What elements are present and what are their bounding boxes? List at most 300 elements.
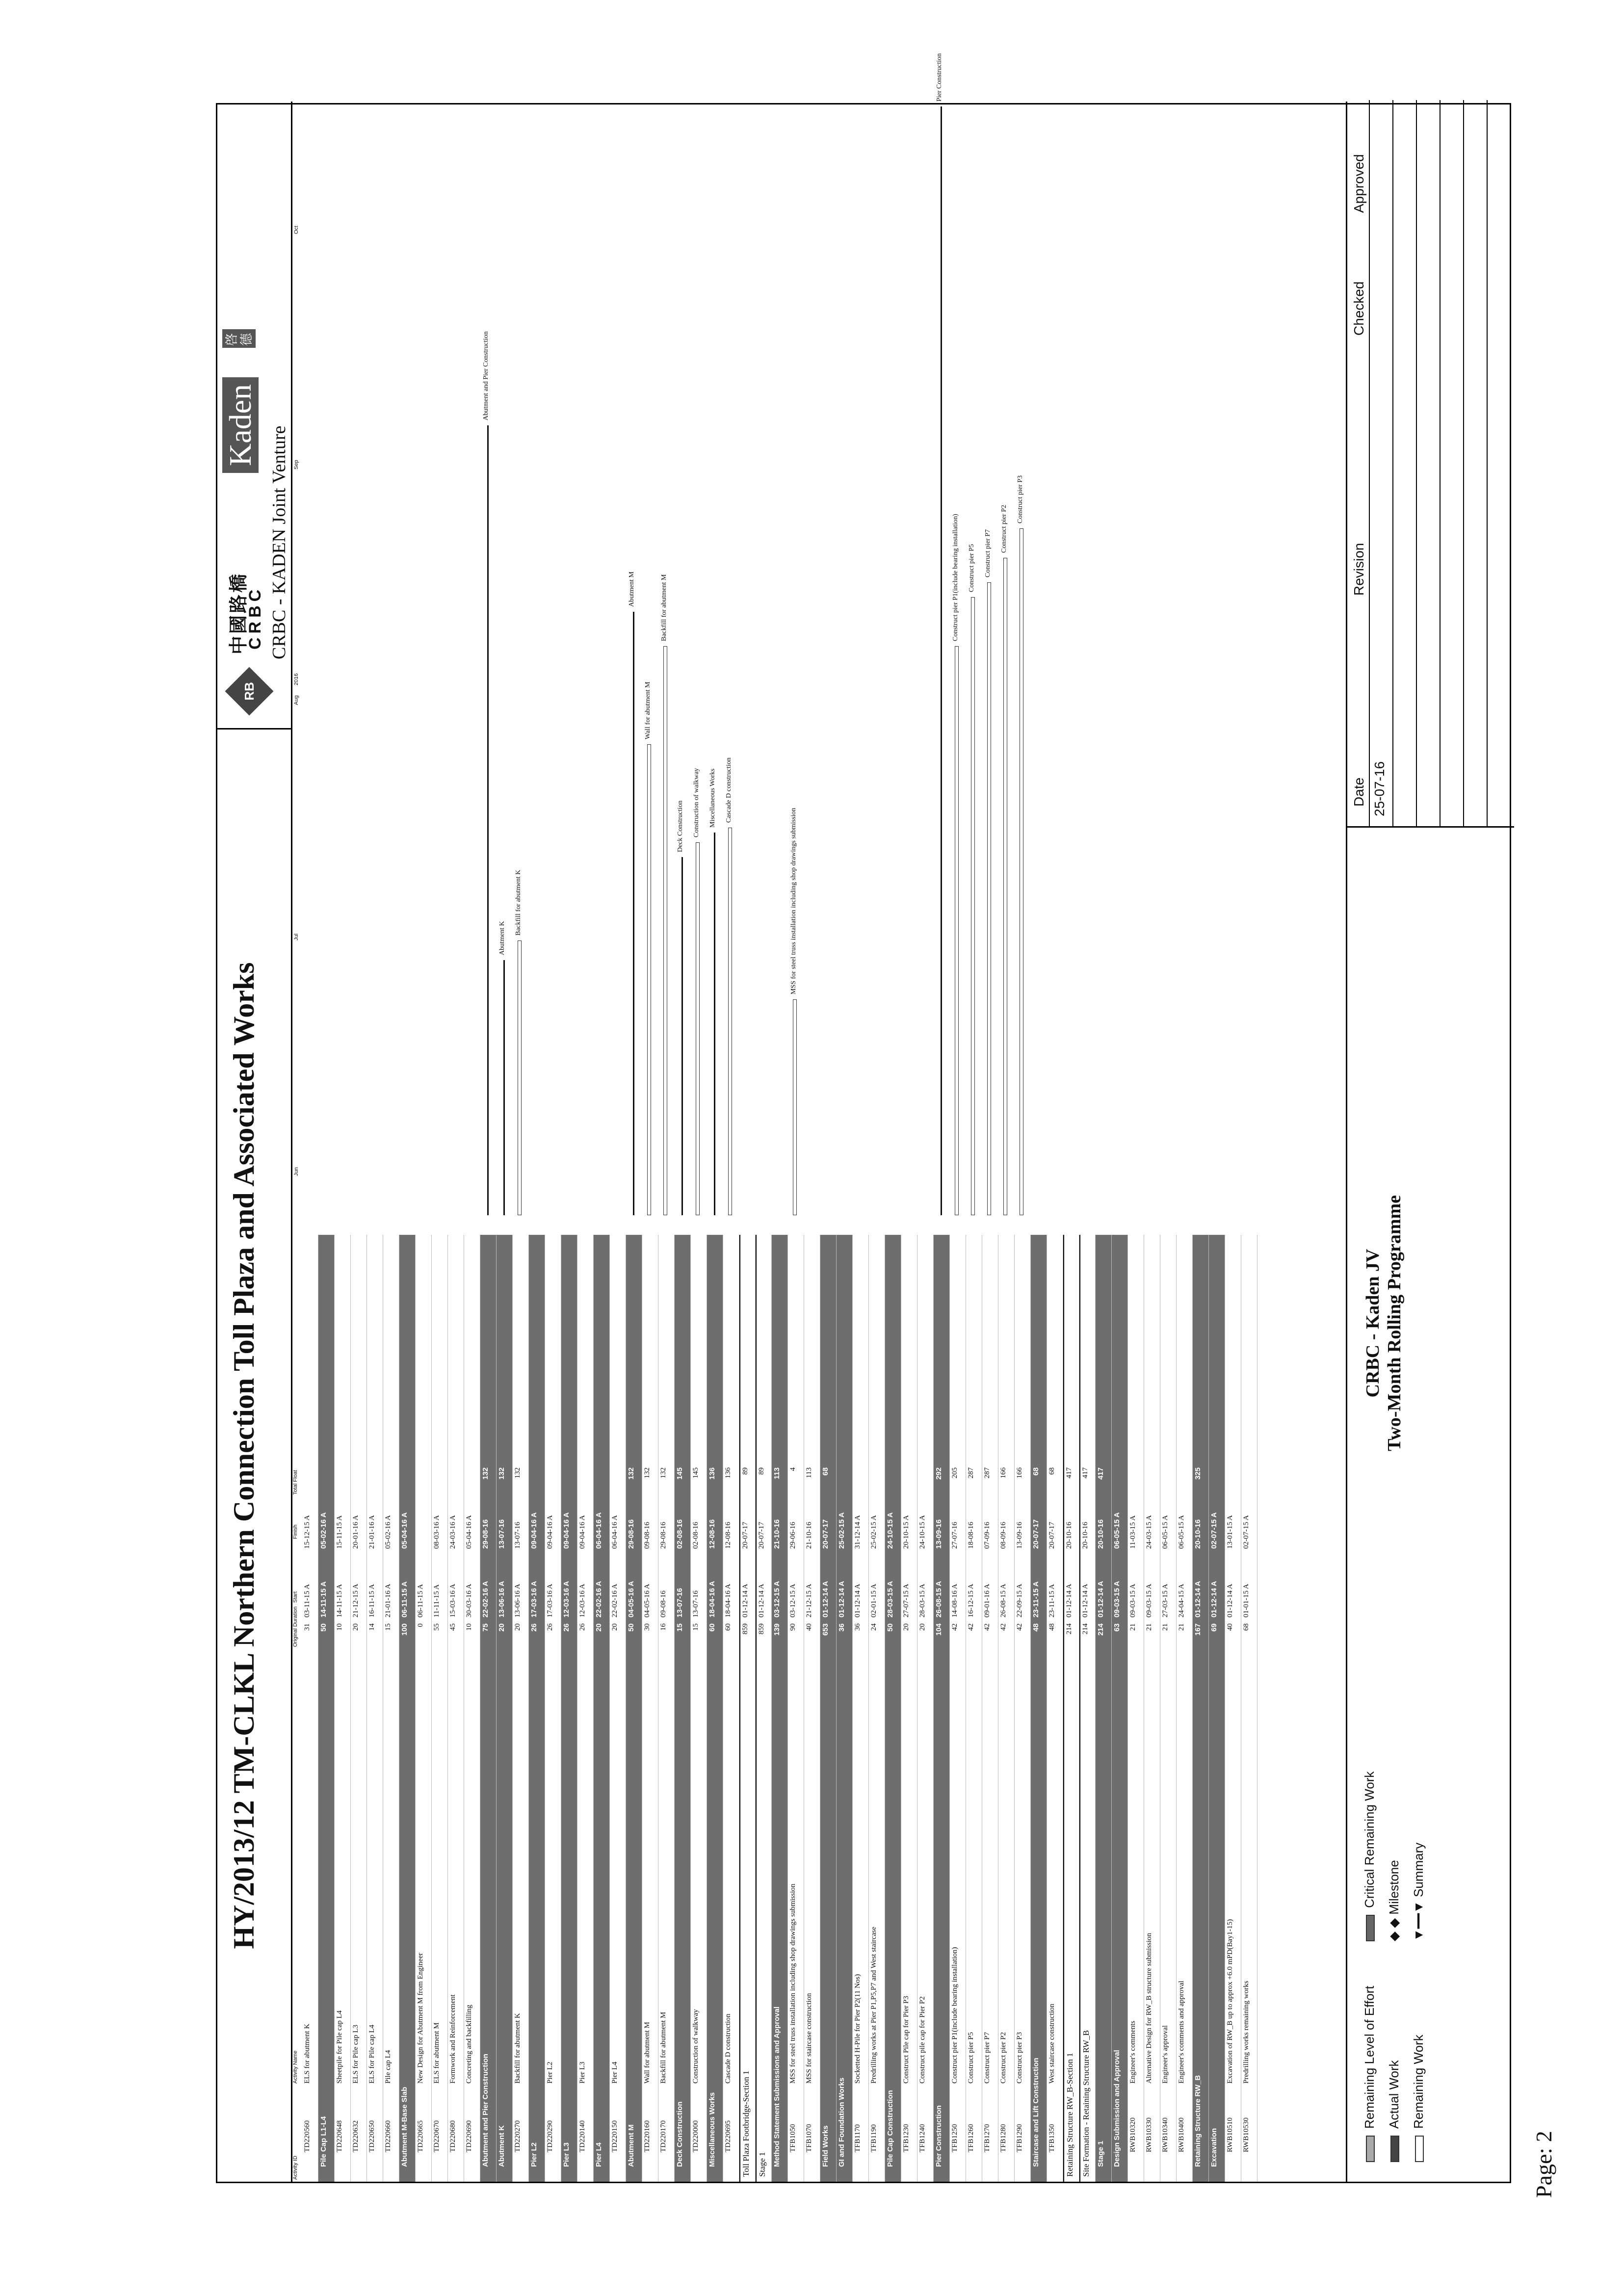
cell-tf: 417: [1065, 1467, 1073, 1479]
gantt-label: Construct pier P2: [1000, 505, 1008, 553]
activity-row: [416, 1235, 432, 2182]
cell-name: Construction of walkway: [692, 2009, 700, 2084]
cell-fn: 25-02-15 A: [870, 1515, 878, 1549]
activity-row: [966, 1235, 982, 2182]
cell-name: Retaining Structure RW_B-Section 1: [1065, 2053, 1074, 2177]
cell-id: TFB1050: [789, 2124, 797, 2152]
footer-title: [1362, 980, 1405, 1667]
col-total-float: Total Float: [292, 1470, 298, 1495]
cell-fn: 20-10-16: [1194, 1519, 1202, 1549]
cell-id: TD220670: [433, 2120, 441, 2152]
cell-fn: 09-04-16 A: [530, 1512, 538, 1549]
rev-approved-label: Approved: [1351, 154, 1366, 213]
cell-od: 16: [659, 1623, 667, 1631]
cell-tf: 89: [758, 1467, 765, 1475]
activity-row: [901, 1235, 917, 2182]
activity-row: [545, 1235, 561, 2182]
cell-od: 167: [1194, 1623, 1202, 1636]
cell-od: 60: [724, 1623, 732, 1631]
cell-od: 859: [741, 1623, 749, 1635]
cell-name: ELS for abutment M: [433, 2022, 441, 2084]
cell-id: TD220650: [368, 2120, 376, 2152]
rev-checked-label: Checked: [1351, 281, 1366, 336]
cell-od: 100: [400, 1623, 409, 1636]
cell-name: Pile Cap Construction: [886, 2090, 894, 2167]
cell-fn: 09-04-16 A: [562, 1512, 571, 1549]
cell-od: 36: [838, 1623, 846, 1632]
cell-st: 09-08-16: [659, 1591, 667, 1618]
cell-tf: 166: [999, 1467, 1007, 1479]
milestone-icon: ◆ ◆: [1387, 1914, 1401, 1941]
cell-fn: 31-12-14 A: [854, 1515, 862, 1549]
cell-od: 45: [449, 1623, 457, 1631]
cell-od: 0: [417, 1623, 424, 1627]
activity-row: [1047, 1235, 1063, 2182]
activity-bar: [971, 597, 975, 1215]
cell-fn: 20-10-16: [1097, 1519, 1105, 1549]
group-row: [1063, 1235, 1079, 2182]
cell-od: 214: [1097, 1623, 1105, 1636]
cell-od: 14: [368, 1623, 376, 1631]
cell-fn: 06-05-15 A: [1161, 1515, 1169, 1549]
cell-od: 20: [611, 1623, 619, 1631]
cell-st: 26-08-15 A: [935, 1581, 943, 1618]
cell-st: 13-06-16 A: [514, 1584, 522, 1618]
cell-st: 09-01-16 A: [983, 1584, 991, 1618]
cell-name: Wall for abutment M: [643, 2022, 651, 2084]
activity-row: [335, 1235, 351, 2182]
cell-id: RWB10330: [1145, 2117, 1153, 2152]
cell-od: 30: [643, 1623, 651, 1631]
crbc-chinese-name: 中國路橋: [229, 572, 249, 654]
programme-title: HY/2013/12 TM-CLKL Northern Connection Toll Plaza and Associated Works: [228, 962, 260, 1949]
cell-id: TD220150: [611, 2120, 619, 2152]
cell-od: 10: [336, 1623, 343, 1631]
group-row: [497, 1235, 513, 2182]
gantt-label: Miscellaneous Works: [709, 768, 716, 828]
cell-od: 42: [983, 1623, 991, 1631]
cell-name: Formwork and Reinforcement: [449, 1994, 457, 2084]
cell-tf: 68: [1032, 1467, 1040, 1476]
cell-st: 13-07-16: [676, 1588, 684, 1618]
cell-od: 214: [1065, 1623, 1073, 1635]
footer-programme: Two-Month Rolling Programme: [1384, 1195, 1405, 1452]
cell-id: TD220160: [643, 2120, 651, 2152]
cell-name: Pier L2: [546, 2061, 554, 2084]
cell-name: Engineer's comments and approval: [1178, 1981, 1185, 2084]
cell-name: Deck Construction: [676, 2101, 684, 2167]
cell-fn: 29-08-16: [627, 1519, 635, 1549]
gantt-label: Construct pier P5: [968, 544, 975, 592]
activity-row: [302, 1235, 318, 2182]
legend-remaining-loe: Remaining Level of Effort: [1362, 1986, 1377, 2162]
cell-name: Abutment K: [498, 2125, 506, 2167]
cell-name: Backfill for abutment M: [659, 2011, 667, 2084]
cell-name: Pile cap L4: [384, 2050, 392, 2084]
rev-row-line: [1463, 100, 1464, 826]
cell-id: TD220270: [514, 2120, 522, 2152]
cell-tf: 145: [692, 1467, 700, 1479]
cell-fn: 09-04-16 A: [546, 1515, 554, 1549]
cell-st: 01-12-14 A: [1226, 1584, 1234, 1618]
activity-row: [1015, 1235, 1031, 2182]
cell-tf: 136: [724, 1467, 732, 1479]
cell-st: 22-02-16 A: [595, 1581, 603, 1618]
cell-id: TD220000: [692, 2120, 700, 2152]
cell-tf: 132: [627, 1467, 635, 1480]
cell-tf: 68: [1048, 1467, 1056, 1475]
cell-fn: 13-07-16: [498, 1519, 506, 1549]
gantt-label: MSS for steel truss installation including shop drawings submission: [790, 808, 797, 994]
cell-fn: 07-09-16: [983, 1522, 991, 1549]
cell-od: 104: [935, 1623, 943, 1636]
cell-fn: 05-02-16 A: [384, 1515, 392, 1549]
cell-fn: 29-08-16: [481, 1519, 490, 1549]
group-row: [594, 1235, 610, 2182]
group-row: [1096, 1235, 1112, 2182]
cell-name: Predrilling works at Pier P1,P5,P7 and West staircase: [870, 1927, 878, 2084]
cell-st: 27-03-15 A: [1161, 1584, 1169, 1618]
cell-fn: 12-08-16: [724, 1522, 732, 1549]
cell-od: 26: [546, 1623, 554, 1631]
cell-name: Cascade D construction: [724, 2013, 732, 2084]
cell-id: TD220170: [659, 2120, 667, 2152]
cell-od: 36: [854, 1623, 862, 1631]
kaden-chinese-logo: 啓德: [222, 329, 256, 348]
gantt-chart: [302, 53, 1342, 1235]
cell-name: Pier L3: [578, 2061, 586, 2084]
cell-name: New Design for Abutment M from Engineer: [417, 1953, 424, 2084]
cell-st: 16-12-15 A: [967, 1584, 975, 1618]
cell-tf: 89: [741, 1467, 749, 1475]
summary-bar: [681, 857, 683, 1215]
cell-st: 14-08-16 A: [951, 1584, 959, 1618]
legend-actual-work: Actual Work: [1387, 2060, 1402, 2162]
activity-row: [869, 1235, 885, 2182]
cell-fn: 21-10-16: [773, 1519, 781, 1549]
cell-name: Engineer's approval: [1161, 2025, 1169, 2084]
month-sep: Sep: [293, 460, 299, 470]
activity-row: [367, 1235, 383, 2182]
cell-od: 40: [1226, 1623, 1234, 1631]
cell-od: 48: [1032, 1623, 1040, 1632]
cell-fn: 20-07-17: [1048, 1522, 1056, 1549]
cell-id: TD220648: [336, 2120, 343, 2152]
cell-name: Stage 1: [1097, 2140, 1105, 2167]
activity-row: [1144, 1235, 1160, 2182]
cell-id: RWB10510: [1226, 2117, 1234, 2152]
cell-od: 15: [676, 1623, 684, 1632]
cell-name: Construct pier P3: [1016, 2032, 1023, 2084]
cell-od: 40: [805, 1623, 813, 1631]
activity-row: [1225, 1235, 1241, 2182]
cell-fn: 06-04-16 A: [595, 1512, 603, 1549]
group-row: [1112, 1235, 1128, 2182]
group-row: [399, 1235, 416, 2182]
crbc-name: CRBC: [246, 585, 264, 650]
cell-od: 50: [886, 1623, 894, 1632]
group-row: [934, 1235, 950, 2182]
cell-name: MSS for steel truss installation including shop drawings submission: [789, 1883, 797, 2084]
legend-summary: ▼━━▼ Summary: [1411, 1842, 1426, 1941]
summary-bar: [487, 425, 489, 1215]
cell-st: 02-01-15 A: [870, 1584, 878, 1618]
activity-row: [982, 1235, 998, 2182]
cell-st: 01-12-14 A: [741, 1584, 749, 1618]
cell-id: TFB1280: [999, 2124, 1007, 2152]
rev-row-line: [1416, 100, 1417, 826]
cell-name: MSS for staircase construction: [805, 1993, 813, 2084]
cell-tf: 132: [659, 1467, 667, 1479]
cell-fn: 27-07-16: [951, 1522, 959, 1549]
activity-row: [513, 1235, 529, 2182]
cell-id: RWB10340: [1161, 2117, 1169, 2152]
cell-fn: 24-10-15 A: [886, 1512, 894, 1549]
activity-bar: [663, 646, 667, 1215]
cell-od: 31: [303, 1623, 311, 1631]
cell-st: 22-09-15 A: [1016, 1584, 1023, 1618]
cell-name: Abutment M: [627, 2124, 635, 2167]
cell-tf: 113: [773, 1467, 781, 1480]
cell-st: 21-12-15 A: [352, 1584, 360, 1618]
cell-fn: 20-07-17: [821, 1519, 830, 1549]
cell-tf: 166: [1016, 1467, 1023, 1479]
cell-id: TD220560: [303, 2120, 311, 2152]
cell-tf: 132: [514, 1467, 522, 1479]
month-jun: Jun: [293, 1167, 299, 1176]
group-row: [707, 1235, 723, 2182]
timeline-header: [291, 102, 302, 1235]
cell-st: 28-03-15 A: [918, 1584, 926, 1618]
activity-row: [464, 1235, 480, 2182]
cell-od: 68: [1242, 1623, 1250, 1631]
group-row: [529, 1235, 545, 2182]
cell-name: Sheetpile for Pile cap L4: [336, 2010, 343, 2084]
cell-od: 20: [498, 1623, 506, 1632]
cell-tf: 205: [951, 1467, 959, 1479]
cell-st: 30-03-16 A: [465, 1584, 473, 1618]
rev-row-line: [1369, 100, 1370, 826]
group-row: [1079, 1235, 1096, 2182]
activity-row: [917, 1235, 934, 2182]
cell-tf: 417: [1097, 1467, 1105, 1480]
remaining-work-swatch: [1415, 2136, 1424, 2162]
gantt-label: Wall for abutment M: [644, 681, 652, 739]
cell-od: 26: [530, 1623, 538, 1632]
cell-st: 21-12-15 A: [805, 1584, 813, 1618]
summary-bar: [503, 960, 505, 1215]
activity-row: [788, 1235, 804, 2182]
cell-tf: 292: [935, 1467, 943, 1480]
group-row: [820, 1235, 837, 2182]
cell-name: Backfill for abutment K: [514, 2013, 522, 2084]
gantt-label: Construction of walkway: [693, 768, 700, 837]
summary-bar: [633, 612, 634, 1215]
cell-name: Construct pier P7: [983, 2032, 991, 2084]
cell-id: TD220290: [546, 2120, 554, 2152]
summary-bar-icon: ▼━━▼: [1411, 1897, 1426, 1941]
cell-st: 18-04-16 A: [708, 1581, 716, 1618]
cell-id: TFB1170: [854, 2124, 862, 2152]
cell-od: 859: [758, 1623, 765, 1635]
cell-fn: 08-03-16 A: [433, 1515, 441, 1549]
cell-od: 21: [1161, 1623, 1169, 1631]
remaining-loe-swatch: [1366, 2136, 1375, 2162]
cell-id: TFB1350: [1048, 2124, 1056, 2152]
cell-name: Construct pier P2: [999, 2032, 1007, 2084]
cell-id: TFB1260: [967, 2124, 975, 2152]
cell-name: Design Submission and Approval: [1113, 2050, 1121, 2167]
cell-st: 24-04-15 A: [1178, 1584, 1185, 1618]
cell-fn: 02-08-16: [692, 1522, 700, 1549]
cell-id: TD220660: [384, 2120, 392, 2152]
cell-fn: 20-07-17: [758, 1522, 765, 1549]
cell-tf: 136: [708, 1467, 716, 1480]
cell-st: 04-05-16 A: [627, 1581, 635, 1618]
cell-name: Excavation of RW_B up to approx +6.0 mPD(Bay1-15): [1226, 1919, 1234, 2084]
cell-tf: 287: [983, 1467, 991, 1479]
cell-st: 18-04-16 A: [724, 1584, 732, 1618]
cell-id: RWB10400: [1178, 2117, 1185, 2152]
cell-id: TFB1290: [1016, 2124, 1023, 2152]
cell-name: Method Statement Submissions and Approval: [773, 2007, 781, 2167]
col-finish: Finish: [292, 1524, 298, 1539]
cell-tf: 68: [821, 1467, 830, 1476]
cell-name: Miscellaneous Works: [708, 2092, 716, 2167]
cell-name: Pier L4: [611, 2061, 619, 2084]
gantt-label: Cascade D construction: [725, 757, 733, 823]
cell-name: Predrilling works remaining works: [1242, 1981, 1250, 2084]
cell-od: 26: [562, 1623, 571, 1632]
cell-od: 90: [789, 1623, 797, 1631]
cell-name: Abutment and Pier Construction: [481, 2054, 490, 2167]
col-activity-name: Activity Name: [292, 2050, 298, 2084]
cell-name: Construct pile cap for Pier P2: [918, 1996, 926, 2084]
cell-name: Pier L2: [530, 2142, 538, 2167]
activity-bar: [728, 828, 732, 1215]
cell-od: 26: [578, 1623, 586, 1631]
cell-fn: 09-04-16 A: [578, 1515, 586, 1549]
cell-name: Engineer's comments: [1129, 2020, 1137, 2084]
activity-row: [950, 1235, 966, 2182]
activity-row: [691, 1235, 707, 2182]
cell-st: 01-12-14 A: [1065, 1584, 1073, 1618]
cell-od: 63: [1113, 1623, 1121, 1632]
cell-name: Pier Construction: [935, 2105, 943, 2167]
cell-name: West staircase construction: [1048, 2004, 1056, 2084]
cell-od: 15: [384, 1623, 392, 1631]
cell-st: 01-12-14 A: [1194, 1581, 1202, 1618]
gantt-label: Construct pier P7: [984, 529, 992, 577]
cell-name: ELS for Pile cap L3: [352, 2025, 360, 2084]
cell-st: 28-03-15 A: [886, 1581, 894, 1618]
cell-fn: 13-01-15 A: [1226, 1515, 1234, 1549]
gantt-label: Abutment K: [498, 921, 506, 955]
cell-fn: 29-08-16: [659, 1522, 667, 1549]
footer-block: [1346, 102, 1514, 2182]
cell-id: TFB1240: [918, 2124, 926, 2152]
cell-name: Construct pier P5: [967, 2032, 975, 2084]
cell-fn: 21-01-16 A: [368, 1515, 376, 1549]
cell-name: Retaining Structure RW_B: [1194, 2075, 1202, 2167]
activity-bar: [696, 842, 700, 1215]
legend-remaining-work: Remaining Work: [1411, 2035, 1426, 2162]
cell-od: 10: [465, 1623, 473, 1631]
activity-bar: [1020, 528, 1023, 1215]
cell-fn: 21-10-16: [805, 1522, 813, 1549]
page-number: Page: 2: [1531, 2131, 1556, 2198]
cell-fn: 20-01-16 A: [352, 1515, 360, 1549]
cell-id: TFB1230: [902, 2124, 910, 2152]
programme-frame: [216, 53, 1511, 2183]
cell-name: Pier L3: [562, 2142, 571, 2167]
cell-id: TD220140: [578, 2120, 586, 2152]
activity-bar: [518, 940, 522, 1215]
cell-fn: 08-09-16: [999, 1522, 1007, 1549]
gantt-label: Deck Construction: [677, 800, 684, 852]
cell-fn: 12-08-16: [708, 1519, 716, 1549]
cell-fn: 29-06-16: [789, 1522, 797, 1549]
cell-fn: 05-04-16 A: [465, 1515, 473, 1549]
kaden-logo: Kaden: [222, 377, 259, 473]
cell-st: 01-12-14 A: [758, 1584, 765, 1618]
group-row: [837, 1235, 853, 2182]
activity-bar: [987, 582, 991, 1215]
cell-st: 03-12-15 A: [773, 1581, 781, 1618]
cell-name: Field Works: [821, 2125, 830, 2167]
cell-fn: 20-10-15 A: [902, 1515, 910, 1549]
cell-fn: 13-09-16: [935, 1519, 943, 1549]
rev-row-line: [1487, 100, 1488, 826]
cell-tf: 132: [481, 1467, 490, 1480]
col-activity-id: Activity ID: [292, 2156, 298, 2180]
cell-st: 03-12-15 A: [789, 1584, 797, 1618]
cell-od: 20: [918, 1623, 926, 1631]
activity-row: [577, 1235, 594, 2182]
revision-table: [1347, 100, 1514, 828]
group-row: [1193, 1235, 1209, 2182]
cell-name: Pier L4: [595, 2142, 603, 2167]
activity-row: [448, 1235, 464, 2182]
cell-id: TFB1070: [805, 2124, 813, 2152]
gantt-label: Construct pier P1(include bearing installation): [952, 514, 959, 641]
cell-fn: 24-03-15 A: [1145, 1515, 1153, 1549]
cell-name: Stage 1: [758, 2152, 767, 2177]
cell-st: 21-01-16 A: [384, 1584, 392, 1618]
gantt-label: Abutment M: [628, 572, 635, 607]
rb-logo-icon: RB: [225, 667, 274, 716]
rev-date-label: Date: [1351, 777, 1366, 807]
legend-milestone: ◆ ◆ Milestone: [1387, 1860, 1401, 1941]
cell-fn: 09-08-16: [643, 1522, 651, 1549]
activity-row: [998, 1235, 1015, 2182]
activity-row: [610, 1235, 626, 2182]
critical-work-swatch: [1366, 1915, 1375, 1941]
cell-id: RWB10320: [1129, 2117, 1137, 2152]
cell-st: 01-12-14 A: [1081, 1584, 1089, 1618]
group-row: [772, 1235, 788, 2182]
activity-row: [658, 1235, 675, 2182]
cell-st: 11-11-15 A: [433, 1584, 441, 1618]
cell-od: 653: [821, 1623, 830, 1636]
cell-st: 17-03-16 A: [546, 1584, 554, 1618]
rev-row-line: [1440, 100, 1441, 826]
group-row: [626, 1235, 642, 2182]
cell-st: 01-12-14 A: [838, 1581, 846, 1618]
cell-name: Site Formation - Retaining Structure RW_B: [1081, 2030, 1091, 2177]
cell-st: 09-03-15 A: [1129, 1584, 1137, 1618]
cell-fn: 20-07-17: [1032, 1519, 1040, 1549]
